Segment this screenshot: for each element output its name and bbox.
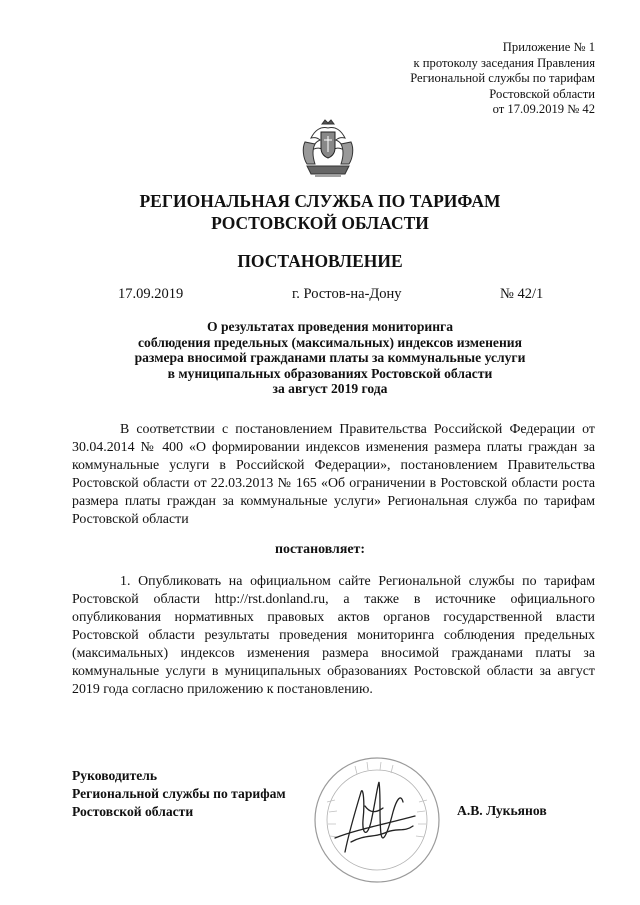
preamble-paragraph: В соответствии с постановлением Правительства Российской Федерации от 30.04.2014 № 400 «О формировании индексов изменения размера платы граждан за коммунальные услуги в Российской Федерации», постановлением Правительства Ростовской области от 22.03.2013 № 165 «Об ограничении в Ростовской области роста размера платы граждан за коммунальные услуги» Региональная служба по тарифам Ростовской области <box>72 422 595 527</box>
resolves-heading: постановляет: <box>275 542 365 557</box>
appendix-line: к протоколу заседания Правления <box>413 55 595 70</box>
resolution-item-1: 1. Опубликовать на официальном сайте Региональной службы по тарифам Ростовской области http://rst.donland.ru, а также в источнике официального опубликования нормативных правовых актов органов государственной власти Ростовской области результаты проведения мониторинга соблюдения предельных (максимальных) индексов изменения размера вносимой гражданами платы за коммунальные услуги в муниципальных образованиях Ростовской области за август 2019 года согласно приложению к постановлению. <box>72 574 595 697</box>
document-number: № 42/1 <box>500 286 544 302</box>
organization-title-line: РЕГИОНАЛЬНАЯ СЛУЖБА ПО ТАРИФАМ <box>139 191 501 211</box>
organization-title <box>0 190 640 234</box>
signer-name: А.В. Лукьянов <box>457 803 547 818</box>
document-meta-row <box>0 286 640 304</box>
signer-position <box>72 767 286 821</box>
document-type: ПОСТАНОВЛЕНИЕ <box>237 251 403 271</box>
signature-stamp-icon <box>305 742 445 892</box>
subject-line: за август 2019 года <box>272 381 388 397</box>
document-city: г. Ростов-на-Дону <box>292 286 402 302</box>
appendix-line: Региональной службы по тарифам <box>410 71 595 86</box>
subject-line: в муниципальных образованиях Ростовской области <box>167 365 493 381</box>
signer-position-line: Региональной службы по тарифам <box>72 786 286 801</box>
document-subject <box>60 319 600 397</box>
subject-line: размера вносимой гражданами платы за коммунальные услуги <box>134 350 526 366</box>
signer-position-line: Ростовской области <box>72 804 194 819</box>
document-date: 17.09.2019 <box>118 286 184 302</box>
appendix-line: Приложение № 1 <box>502 40 595 54</box>
appendix-header <box>295 40 595 118</box>
coat-of-arms-icon <box>295 118 361 180</box>
appendix-line: Ростовской области <box>489 86 595 101</box>
appendix-line: от 17.09.2019 № 42 <box>492 102 595 117</box>
signer-position-line: Руководитель <box>72 768 158 783</box>
subject-line: соблюдения предельных (максимальных) индексов изменения <box>138 334 522 350</box>
subject-line: О результатах проведения мониторинга <box>206 319 454 334</box>
organization-title-line: РОСТОВСКОЙ ОБЛАСТИ <box>211 213 429 233</box>
